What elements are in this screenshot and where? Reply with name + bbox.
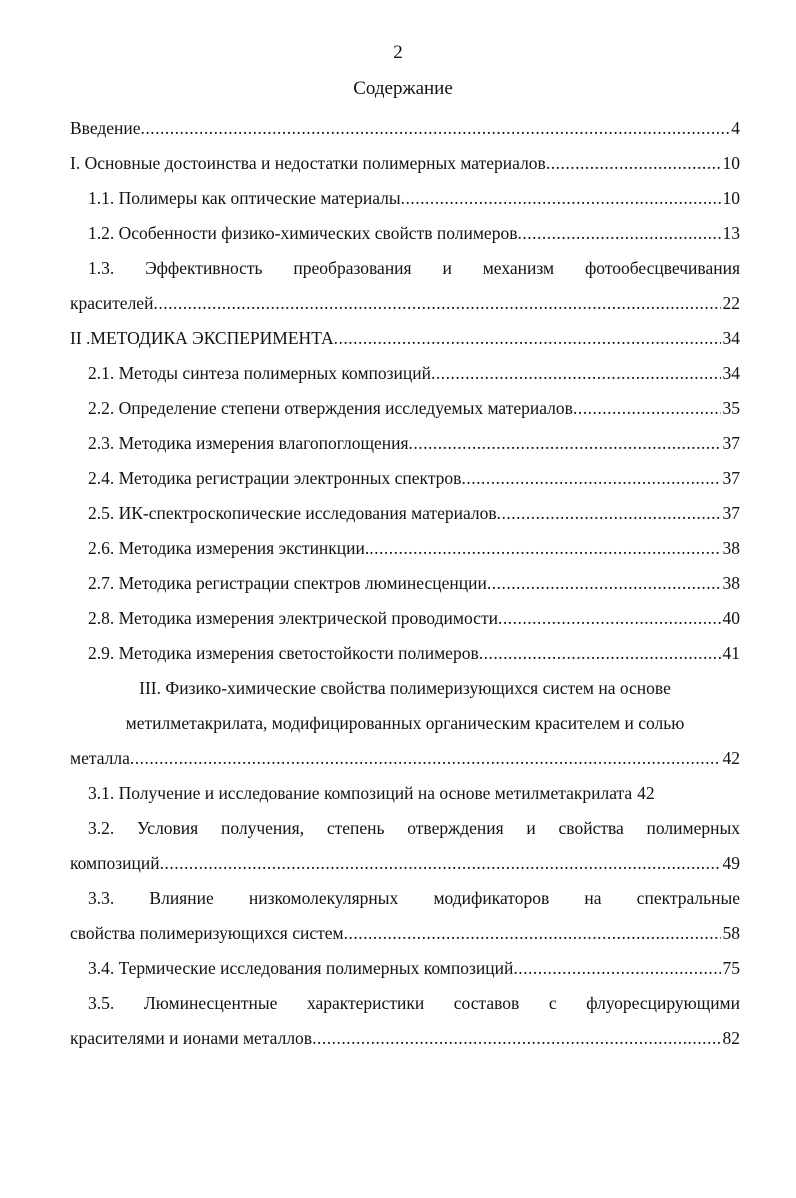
toc-entry-title: 2.9. Методика измерения светостойкости полимеров <box>88 643 479 663</box>
toc-entry-3-5-line: 3.5. Люминесцентные характеристики составов с флуоресцирующими <box>88 993 740 1013</box>
toc-entry-page: 22 <box>722 293 740 313</box>
dot-leader <box>141 111 730 146</box>
toc-entry-title: красителей <box>70 293 154 313</box>
toc-entry-title: свойства полимеризующихся систем <box>70 923 344 943</box>
dot-leader <box>479 636 721 671</box>
dot-leader <box>497 496 721 531</box>
toc-entry-title: Введение <box>70 118 141 138</box>
dot-leader <box>344 916 721 951</box>
toc-entry-title: композиций <box>70 853 160 873</box>
toc-entry-title: 1.1. Полимеры как оптические материалы <box>88 188 401 208</box>
toc-entry-title: 2.6. Методика измерения экстинкции. <box>88 538 370 558</box>
dot-leader <box>513 951 720 986</box>
toc-entry-chapter-3-line: метилметакрилата, модифицированных органическим красителем и солью <box>125 713 685 733</box>
toc-entry-page: 4 <box>731 118 740 138</box>
toc-entry-title: металла <box>70 748 130 768</box>
toc-entry-1-3 <box>70 286 740 321</box>
toc-entry-page: 41 <box>722 643 740 663</box>
toc-entry-page: 34 <box>722 363 740 383</box>
dot-leader <box>369 531 720 566</box>
toc-entry-2-1 <box>70 356 740 391</box>
page-number: 2 <box>393 42 403 63</box>
toc-entry-2-9 <box>70 636 740 671</box>
dot-leader <box>153 286 720 321</box>
toc-entry-page: 34 <box>722 328 740 348</box>
toc-entry-chapter-3 <box>70 741 740 776</box>
dot-leader <box>461 461 720 496</box>
toc-entry-title: красителями и ионами металлов <box>70 1028 313 1048</box>
toc-entry-3-2 <box>70 846 740 881</box>
toc-entry-page: 35 <box>722 398 740 418</box>
dot-leader <box>401 181 721 216</box>
toc-entry-page: 37 <box>722 503 740 523</box>
dot-leader <box>312 1021 720 1056</box>
toc-entry-chapter-2 <box>70 321 740 356</box>
toc-entry-1-1 <box>70 181 740 216</box>
toc-entry-title: 1.2. Особенности физико-химических свойств полимеров <box>88 223 518 243</box>
toc-entry-3-5 <box>70 1021 740 1056</box>
toc-entry-page: 42 <box>722 748 740 768</box>
toc-entry-3-2-line: 3.2. Условия получения, степень отверждения и свойства полимерных <box>88 818 740 838</box>
toc-entry-1-3-line: 1.3. Эффективность преобразования и механизм фотообесцвечивания <box>88 258 740 278</box>
toc-entry-2-7 <box>70 566 740 601</box>
dot-leader <box>546 146 721 181</box>
toc-entry-page: 13 <box>722 223 740 243</box>
table-of-contents <box>70 111 740 1056</box>
toc-entry-3-3-line: 3.3. Влияние низкомолекулярных модификаторов на спектральные <box>88 888 740 908</box>
toc-entry-page: 10 <box>722 153 740 173</box>
toc-entry-2-5 <box>70 496 740 531</box>
dot-leader <box>573 391 721 426</box>
toc-entry-page: 75 <box>722 958 740 978</box>
toc-title: Содержание <box>353 78 453 99</box>
toc-entry-2-3 <box>70 426 740 461</box>
toc-entry-page: 38 <box>722 573 740 593</box>
toc-entry-chapter-1 <box>70 146 740 181</box>
toc-entry-title: 2.2. Определение степени отверждения исследуемых материалов <box>88 398 573 418</box>
toc-entry-title: 2.4. Методика регистрации электронных спектров <box>88 468 462 488</box>
toc-entry-title: 2.3. Методика измерения влагопоглощения <box>88 433 409 453</box>
dot-leader <box>409 426 721 461</box>
toc-entry-3-3 <box>70 916 740 951</box>
toc-entry-title: 2.8. Методика измерения электрической проводимости <box>88 608 498 628</box>
dot-leader <box>517 216 720 251</box>
toc-entry-title: 3.4. Термические исследования полимерных композиций <box>88 958 514 978</box>
dot-leader <box>160 846 721 881</box>
toc-entry-title: II .МЕТОДИКА ЭКСПЕРИМЕНТА <box>70 328 334 348</box>
toc-entry-page: 40 <box>722 608 740 628</box>
toc-entry-2-6 <box>70 531 740 566</box>
toc-entry-page: 42 <box>637 783 655 803</box>
dot-leader <box>130 741 721 776</box>
toc-entry-2-2 <box>70 391 740 426</box>
toc-entry-title: 3.1. Получение и исследование композиций на основе метилметакрилата <box>88 783 633 803</box>
toc-entry-page: 10 <box>722 188 740 208</box>
toc-entry-page: 58 <box>722 923 740 943</box>
toc-entry-title: 2.1. Методы синтеза полимерных композиций <box>88 363 432 383</box>
toc-entry-title: 2.7. Методика регистрации спектров люминесценции <box>88 573 487 593</box>
toc-entry-introduction <box>70 111 740 146</box>
toc-entry-page: 82 <box>722 1028 740 1048</box>
dot-leader <box>487 566 721 601</box>
toc-entry-title: I. Основные достоинства и недостатки полимерных материалов <box>70 153 546 173</box>
toc-entry-chapter-3-line: III. Физико-химические свойства полимеризующихся систем на основе <box>139 678 671 698</box>
toc-entry-title: 2.5. ИК-спектроскопические исследования материалов <box>88 503 497 523</box>
dot-leader <box>498 601 721 636</box>
toc-entry-page: 37 <box>722 468 740 488</box>
toc-entry-page: 38 <box>722 538 740 558</box>
toc-entry-2-4 <box>70 461 740 496</box>
toc-entry-page: 37 <box>722 433 740 453</box>
toc-entry-page: 49 <box>722 853 740 873</box>
dot-leader <box>334 321 721 356</box>
toc-entry-1-2 <box>70 216 740 251</box>
toc-entry-3-4 <box>70 951 740 986</box>
toc-entry-3-1 <box>70 776 740 811</box>
toc-entry-2-8 <box>70 601 740 636</box>
dot-leader <box>431 356 720 391</box>
